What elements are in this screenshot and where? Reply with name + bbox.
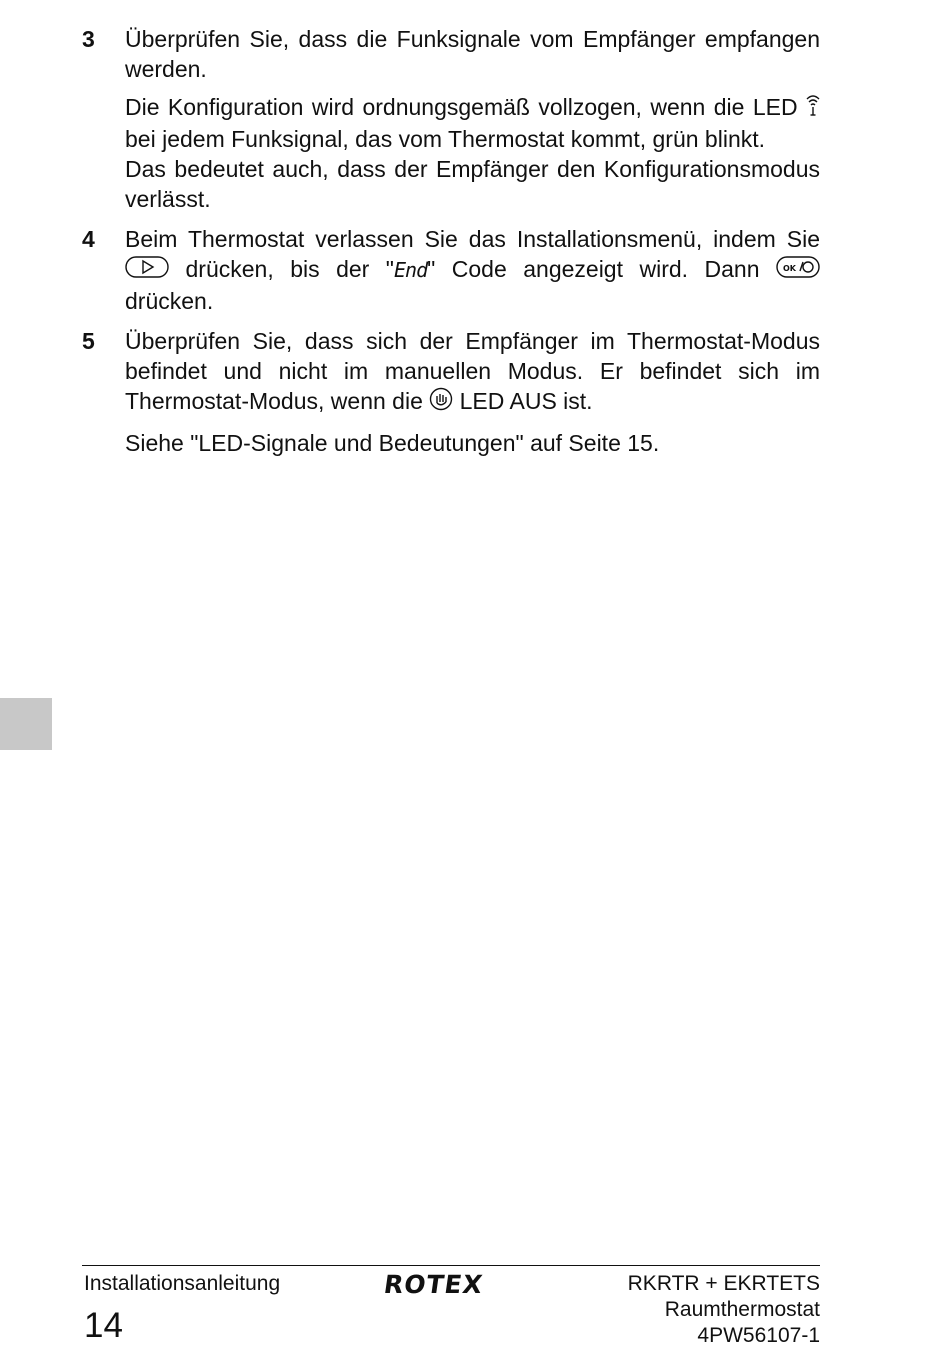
doc-code: 4PW56107-1: [697, 1324, 820, 1347]
radio-signal-icon: [806, 93, 820, 124]
hand-icon: [429, 387, 453, 418]
ok-button-icon: [776, 255, 820, 286]
play-button-icon: [125, 255, 169, 286]
chapter-tab-marker: [0, 698, 52, 750]
product-line-1: RKRTR + EKRTETS: [627, 1272, 820, 1295]
footer-divider: [82, 1265, 820, 1266]
step-number: 5: [82, 328, 95, 354]
footer-doc-type: Installationsanleitung: [84, 1272, 281, 1295]
brand-logo: ROTEX: [382, 1270, 486, 1299]
page-number: 14: [84, 1306, 123, 1345]
step-4-text: Beim Thermostat verlassen Sie das Installationsmenü, indem Sie drücken, bis der "End" Code angezeigt wird. Dann OK drücken.: [125, 226, 820, 314]
svg-text:OK: OK: [783, 264, 796, 273]
product-line-2: Raumthermostat: [664, 1298, 820, 1321]
step-number: 4: [82, 226, 95, 252]
lcd-end-code: End: [393, 258, 428, 282]
step-5-text: Überprüfen Sie, dass sich der Empfänger im Thermostat-Modus befindet und nicht im manuellen Modus. Er befindet sich im Thermostat-Modus, wenn die LED AUS ist.: [125, 326, 820, 418]
step-number: 3: [82, 26, 95, 52]
instructions: [82, 24, 820, 458]
step-3-detail: Die Konfiguration wird ordnungsgemäß vollzogen, wenn die LED bei jedem Funksignal, das vom Thermostat kommt, grün blinkt.: [125, 92, 820, 154]
footer-product-info: [628, 1271, 820, 1349]
step-4: [82, 224, 820, 316]
step-5: [82, 326, 820, 458]
step-5-reference: Siehe "LED-Signale und Bedeutungen" auf Seite 15.: [125, 430, 660, 456]
step-3-note: Das bedeutet auch, dass der Empfänger den Konfigurationsmodus verlässt.: [125, 156, 820, 212]
step-3: [82, 24, 820, 214]
step-3-lead: Überprüfen Sie, dass die Funksignale vom Empfänger empfangen werden.: [125, 26, 820, 82]
